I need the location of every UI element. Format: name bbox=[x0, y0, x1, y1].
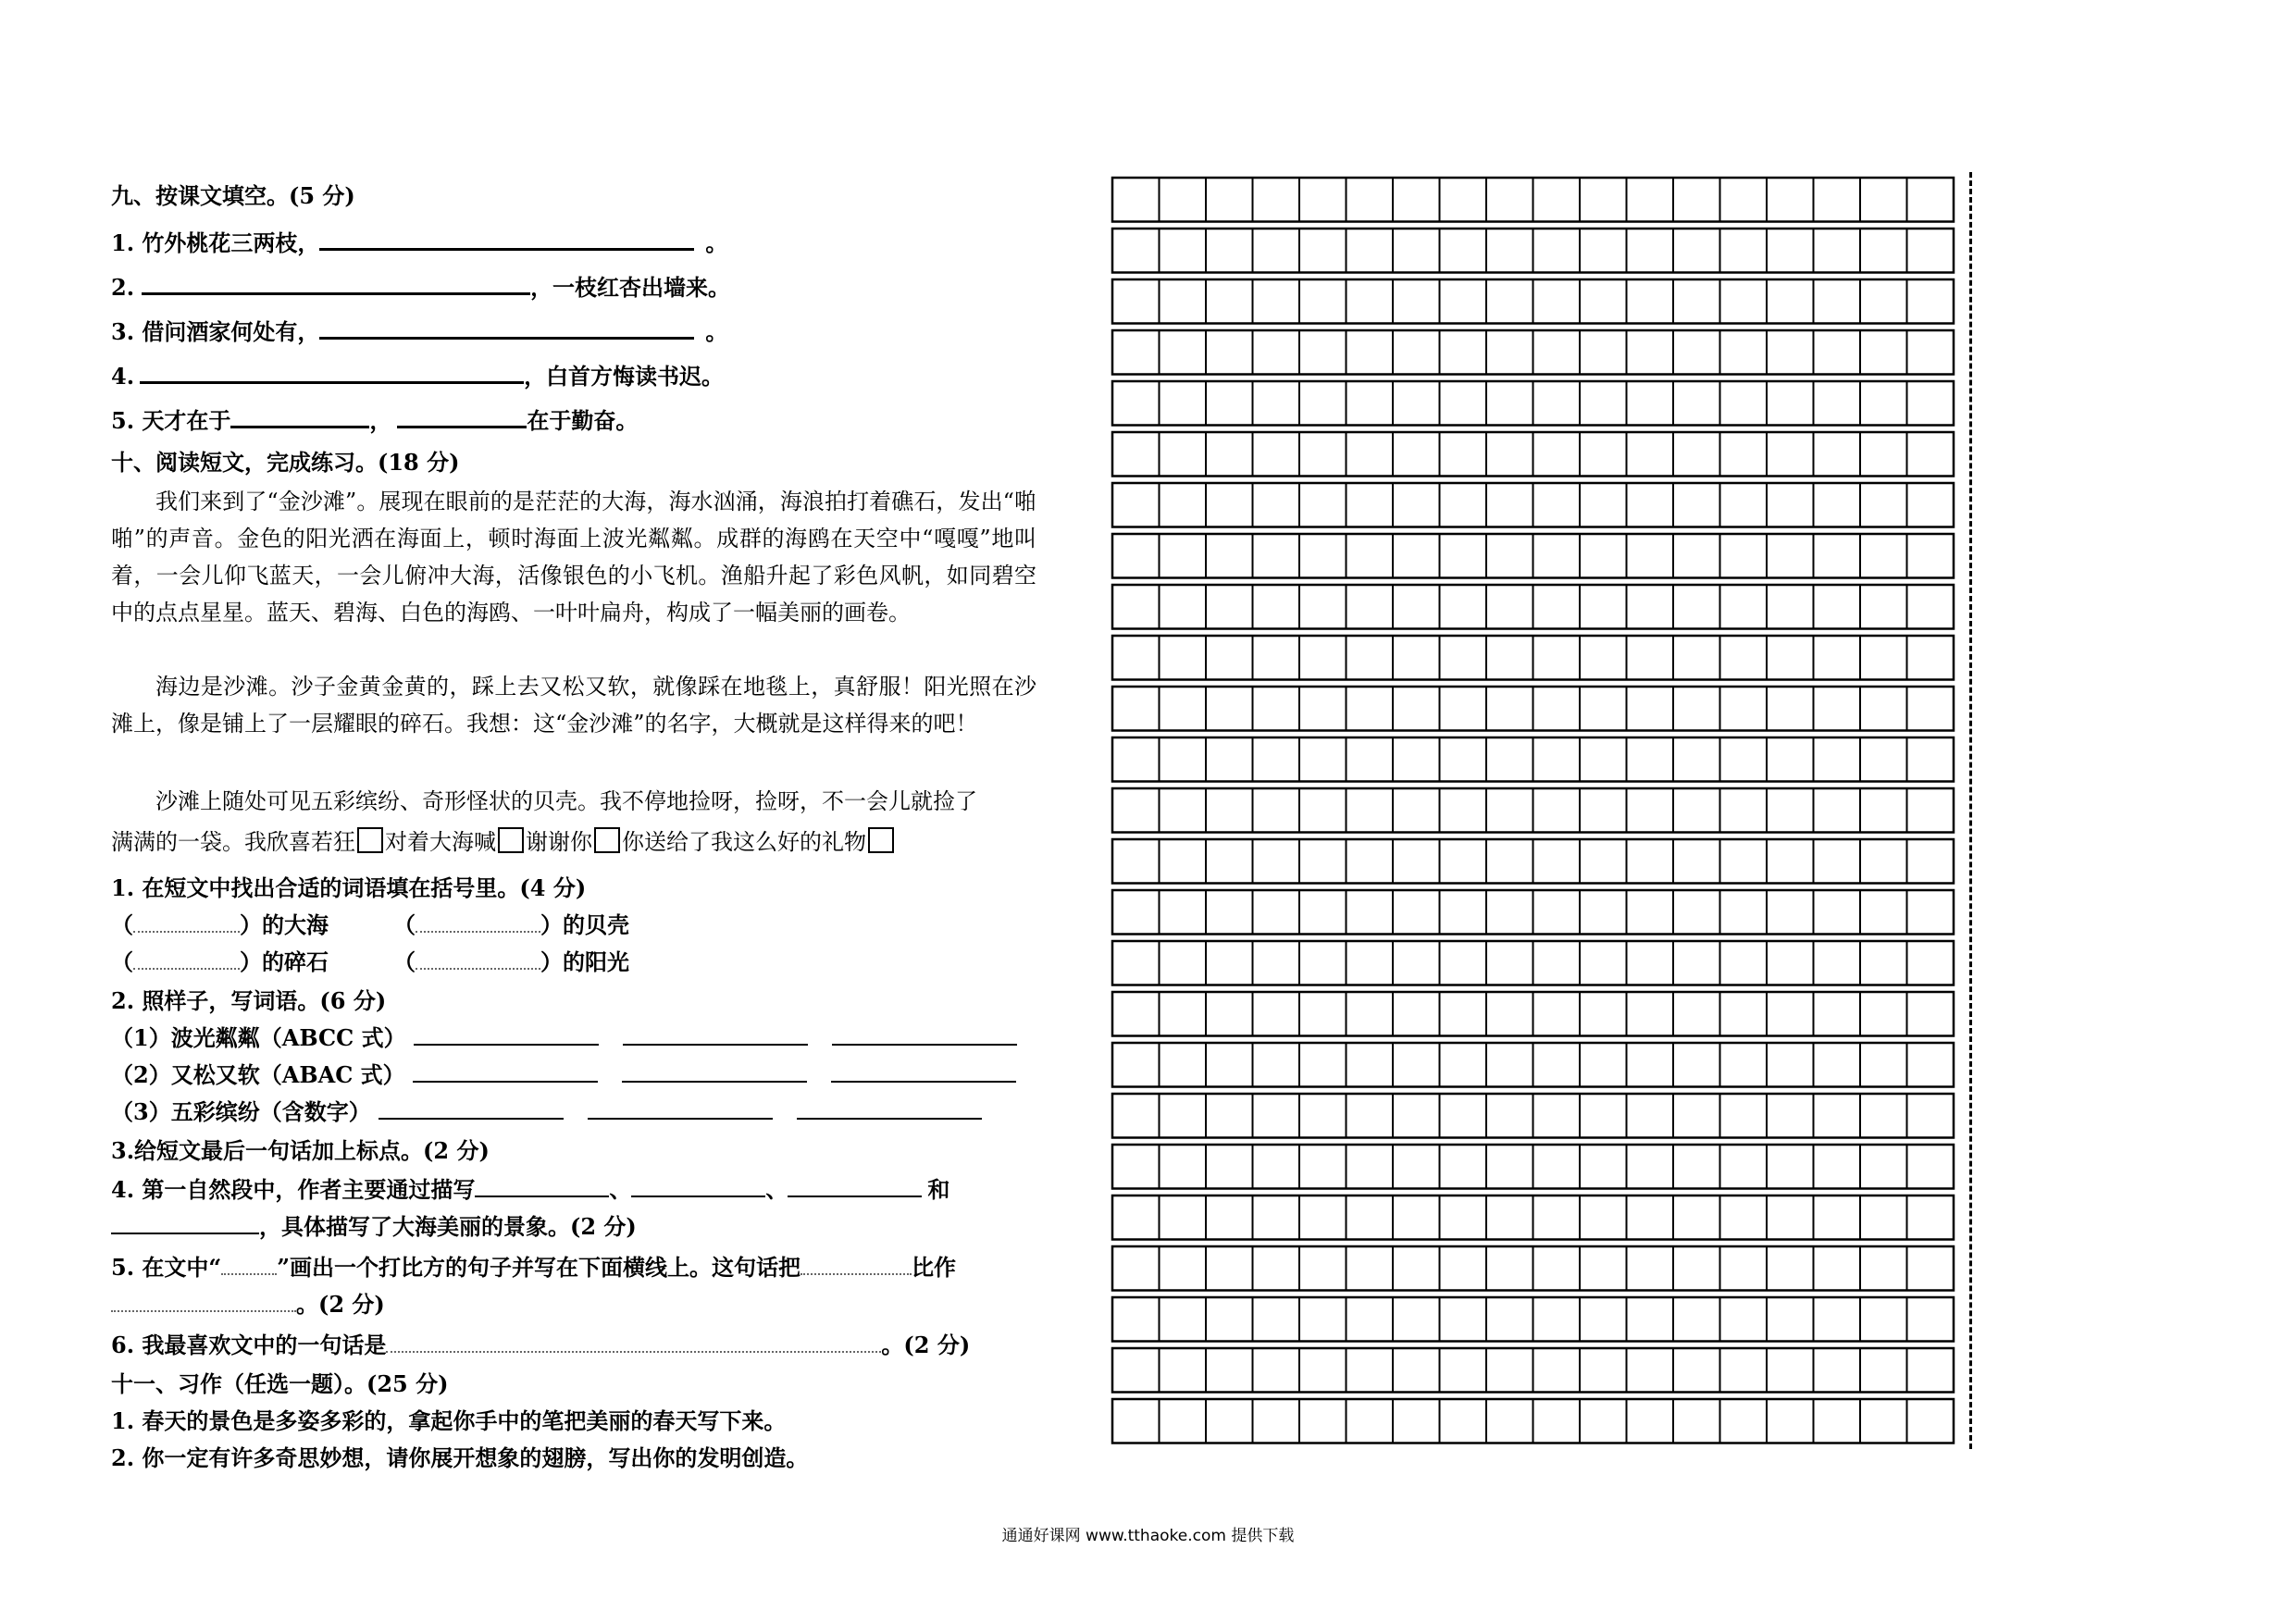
paren-open: （ bbox=[111, 948, 133, 975]
reading-paragraph-3b bbox=[111, 827, 896, 857]
p3-part-3: 谢谢你 bbox=[526, 829, 592, 855]
reading-q5-line-1 bbox=[111, 1253, 956, 1282]
q5-blank-quote[interactable] bbox=[221, 1253, 277, 1275]
q2-a-blank-3[interactable] bbox=[832, 1023, 1017, 1046]
reading-q6 bbox=[111, 1331, 970, 1360]
reading-q1-title: 1. 在短文中找出合适的词语填在括号里。(4 分) bbox=[111, 874, 587, 901]
q6-end: 。(2 分) bbox=[881, 1332, 971, 1358]
q5-blank-1[interactable] bbox=[800, 1253, 912, 1275]
fill-q5-end: 在于勤奋。 bbox=[527, 407, 639, 434]
reading-q2-title: 2. 照样子，写词语。(6 分) bbox=[111, 987, 387, 1014]
q5-text-3: 比作 bbox=[912, 1254, 957, 1281]
word-blank-4[interactable] bbox=[416, 948, 540, 970]
q4-text: 4. 第一自然段中，作者主要通过描写 bbox=[111, 1176, 476, 1203]
p3-part-4: 你送给了我这么好的礼物 bbox=[622, 829, 866, 855]
punctuation-box-3[interactable] bbox=[594, 827, 620, 853]
fill-q3-blank[interactable] bbox=[319, 316, 694, 340]
fill-q3-end: 。 bbox=[705, 318, 728, 345]
q4-sep-2: 、 bbox=[765, 1176, 788, 1203]
word-label-4: 的阳光 bbox=[563, 948, 629, 975]
q6-blank[interactable] bbox=[386, 1331, 881, 1353]
paren-close: ） bbox=[240, 948, 262, 975]
writing-topic-1: 1. 春天的景色是多姿多彩的，拿起你手中的笔把美丽的春天写下来。 bbox=[111, 1407, 787, 1434]
fill-q1-end: 。 bbox=[705, 229, 728, 256]
writing-grid-svg bbox=[1111, 176, 1962, 1453]
q2-c-blank-2[interactable] bbox=[588, 1097, 773, 1120]
fill-q3-text: 3. 借问酒家何处有， bbox=[111, 318, 320, 345]
fill-q2-end: ，一枝红杏出墙来。 bbox=[530, 274, 731, 301]
q4-sep-1: 、 bbox=[609, 1176, 632, 1203]
q2-b-label: （2）又松又软（ABAC 式） bbox=[111, 1061, 405, 1088]
word-blank-1[interactable] bbox=[133, 911, 240, 933]
punctuation-box-4[interactable] bbox=[868, 827, 894, 853]
footer-credit: 通通好课网 www.tthaoke.com 提供下载 bbox=[1001, 1527, 1295, 1545]
fill-q2 bbox=[111, 272, 730, 303]
fill-q5-comma: ， bbox=[369, 407, 392, 434]
section-9-title: 九、按课文填空。(5 分) bbox=[111, 182, 355, 209]
fill-q4 bbox=[111, 361, 724, 391]
p3-part-2: 对着大海喊 bbox=[385, 829, 496, 855]
reading-q3-title: 3.给短文最后一句话加上标点。(2 分) bbox=[111, 1137, 490, 1164]
section-11-title: 十一、习作（任选一题）。(25 分) bbox=[111, 1370, 449, 1397]
word-blank-2[interactable] bbox=[416, 911, 540, 933]
reading-q4-line-2 bbox=[111, 1212, 637, 1242]
fill-q5 bbox=[111, 405, 638, 436]
fill-q5-blank-1[interactable] bbox=[230, 405, 369, 428]
fill-q5-blank-2[interactable] bbox=[397, 405, 527, 428]
paren-open: （ bbox=[393, 948, 416, 975]
p3-part-1: 满满的一袋。我欣喜若狂 bbox=[111, 829, 355, 855]
word-label-1: 的大海 bbox=[262, 911, 329, 938]
paren-open: （ bbox=[111, 911, 133, 938]
writing-topic-2: 2. 你一定有许多奇思妙想，请你展开想象的翅膀，写出你的发明创造。 bbox=[111, 1444, 809, 1471]
q4-blank-1[interactable] bbox=[475, 1175, 609, 1197]
fill-q5-text: 5. 天才在于 bbox=[111, 407, 231, 434]
q2-b-blank-3[interactable] bbox=[831, 1060, 1016, 1083]
q5-text-4: 。(2 分) bbox=[296, 1291, 385, 1318]
fill-q1 bbox=[111, 228, 727, 258]
q2-a-blank-1[interactable] bbox=[414, 1023, 599, 1046]
q2-c-blank-1[interactable] bbox=[379, 1097, 564, 1120]
cut-line-dashed bbox=[1969, 172, 1972, 1449]
q2-b-blank-2[interactable] bbox=[622, 1060, 807, 1083]
section-10-title: 十、阅读短文，完成练习。(18 分) bbox=[111, 449, 460, 476]
q5-text-1: 5. 在文中“ bbox=[111, 1254, 222, 1281]
reading-paragraph-2: 海边是沙滩。沙子金黄金黄的，踩上去又松又软，就像踩在地毯上，真舒服！阳光照在沙滩上，像是铺上了一层耀眼的碎石。我想：这“金沙滩”的名字，大概就是这样得来的吧！ bbox=[111, 674, 1036, 737]
reading-paragraph-1: 我们来到了“金沙滩”。展现在眼前的是茫茫的大海，海水汹涌，海浪拍打着礁石，发出“啪啪”的声音。金色的阳光洒在海面上，顿时海面上波光粼粼。成群的海鸥在天空中“嘎嘎”地叫着，一会儿仰飞蓝天，一会儿俯冲大海，活像银色的小飞机。渔船升起了彩色风帆，如同碧空中的点点星星。蓝天、碧海、白色的海鸥、一叶叶扁舟，构成了一幅美丽的画卷。 bbox=[111, 489, 1036, 626]
q4-and: 和 bbox=[927, 1176, 950, 1203]
q2-c-blank-3[interactable] bbox=[797, 1097, 982, 1120]
q2-b-blank-1[interactable] bbox=[413, 1060, 598, 1083]
q5-text-2: ”画出一个打比方的句子并写在下面横线上。这句话把 bbox=[277, 1254, 801, 1281]
reading-q2-a bbox=[111, 1023, 1017, 1053]
q2-a-label: （1）波光粼粼（ABCC 式） bbox=[111, 1024, 406, 1051]
q4-blank-3[interactable] bbox=[788, 1175, 922, 1197]
reading-q2-c bbox=[111, 1097, 982, 1127]
fill-q3 bbox=[111, 316, 727, 347]
q5-blank-2[interactable] bbox=[111, 1290, 296, 1312]
word-label-3: 的碎石 bbox=[262, 948, 329, 975]
fill-q4-end: ，白首方悔读书迟。 bbox=[524, 363, 725, 390]
reading-q1-row-2 bbox=[111, 948, 629, 977]
writing-grid[interactable] bbox=[1111, 176, 1962, 1456]
fill-q2-text: 2. bbox=[111, 274, 135, 301]
fill-q2-blank[interactable] bbox=[142, 272, 530, 295]
fill-q4-blank[interactable] bbox=[140, 361, 524, 384]
reading-q4-line-1 bbox=[111, 1175, 949, 1205]
reading-q2-b bbox=[111, 1060, 1016, 1090]
punctuation-box-1[interactable] bbox=[357, 827, 383, 853]
reading-q5-line-2 bbox=[111, 1290, 385, 1319]
q2-c-label: （3）五彩缤纷（含数字） bbox=[111, 1098, 371, 1125]
q2-a-blank-2[interactable] bbox=[623, 1023, 808, 1046]
paren-close: ） bbox=[540, 948, 563, 975]
paren-close: ） bbox=[540, 911, 563, 938]
q4-blank-4[interactable] bbox=[111, 1212, 259, 1234]
fill-q1-blank[interactable] bbox=[319, 228, 694, 251]
q4-text-2: ，具体描写了大海美丽的景象。(2 分) bbox=[259, 1213, 637, 1240]
fill-q4-text: 4. bbox=[111, 363, 135, 390]
word-blank-3[interactable] bbox=[133, 948, 240, 970]
reading-q1-row-1 bbox=[111, 911, 629, 940]
word-label-2: 的贝壳 bbox=[563, 911, 629, 938]
fill-q1-text: 1. 竹外桃花三两枝， bbox=[111, 229, 320, 256]
paren-close: ） bbox=[240, 911, 262, 938]
paren-open: （ bbox=[393, 911, 416, 938]
q6-text: 6. 我最喜欢文中的一句话是 bbox=[111, 1332, 387, 1358]
punctuation-box-2[interactable] bbox=[498, 827, 524, 853]
reading-paragraph-3a: 沙滩上随处可见五彩缤纷、奇形怪状的贝壳。我不停地捡呀，捡呀，不一会儿就捡了 bbox=[155, 788, 977, 814]
q4-blank-2[interactable] bbox=[631, 1175, 765, 1197]
